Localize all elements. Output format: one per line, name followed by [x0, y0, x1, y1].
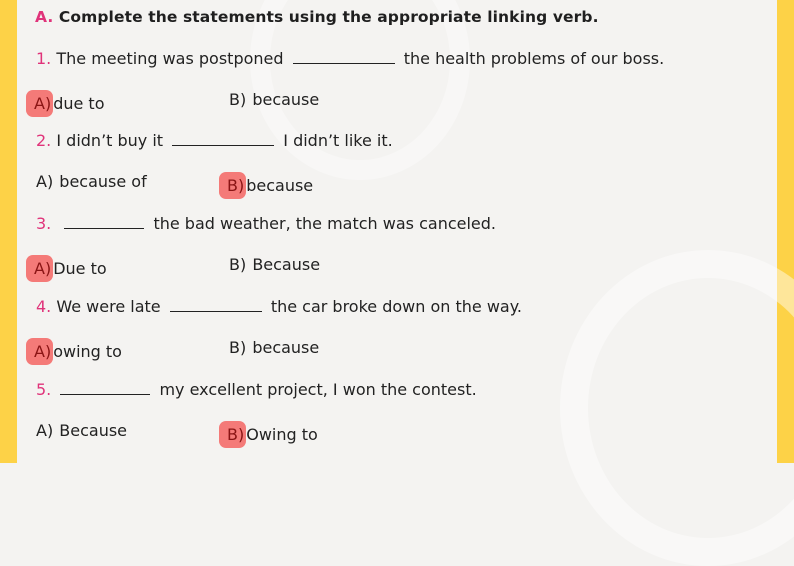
question-text-after: I didn’t like it. [283, 131, 393, 150]
question-text-before: The meeting was postponed [56, 49, 284, 68]
option-b[interactable] [228, 421, 318, 448]
option-mark: A) [36, 172, 54, 191]
option-b[interactable] [228, 90, 319, 109]
question-number: 1. [36, 49, 52, 68]
option-mark: A) [26, 338, 53, 365]
question-5 [36, 380, 477, 399]
option-mark: A) [26, 255, 53, 282]
question-text-after: the health problems of our boss. [403, 49, 665, 68]
exercise-heading [35, 8, 599, 26]
question-4 [36, 297, 522, 316]
question-text-before: We were late [56, 297, 161, 316]
option-text: because [252, 90, 320, 109]
option-a[interactable] [35, 421, 127, 440]
option-text: Due to [53, 259, 107, 278]
question-number: 2. [36, 131, 52, 150]
option-mark: B) [229, 338, 247, 357]
option-a[interactable] [35, 255, 107, 282]
question-text-after: the car broke down on the way. [270, 297, 522, 316]
question-number: 3. [36, 214, 52, 233]
option-mark: A) [36, 421, 54, 440]
answer-blank[interactable] [170, 297, 262, 312]
question-1 [36, 49, 664, 68]
option-text: because of [59, 172, 147, 191]
question-number: 5. [36, 380, 52, 399]
question-text-after: my excellent project, I won the contest. [159, 380, 477, 399]
option-a[interactable] [35, 90, 104, 117]
option-text: because [252, 338, 320, 357]
option-text: Because [59, 421, 128, 440]
left-accent-bar [0, 0, 17, 463]
answer-blank[interactable] [60, 380, 150, 395]
option-b[interactable] [228, 338, 319, 357]
section-letter: A. [35, 8, 54, 26]
option-b[interactable] [228, 172, 313, 199]
option-text: due to [53, 94, 105, 113]
option-a[interactable] [35, 338, 122, 365]
question-2 [36, 131, 393, 150]
option-mark: A) [26, 90, 53, 117]
answer-blank[interactable] [64, 214, 144, 229]
option-text: Owing to [246, 425, 318, 444]
question-text-after: the bad weather, the match was canceled. [153, 214, 496, 233]
option-text: Because [252, 255, 321, 274]
option-text: owing to [53, 342, 122, 361]
option-text: because [246, 176, 314, 195]
question-3 [36, 214, 496, 233]
option-mark: B) [229, 255, 247, 274]
instruction-text: Complete the statements using the appropriate linking verb. [58, 8, 599, 26]
answer-blank[interactable] [172, 131, 274, 146]
answer-blank[interactable] [293, 49, 395, 64]
option-mark: B) [219, 172, 246, 199]
question-number: 4. [36, 297, 52, 316]
option-a[interactable] [35, 172, 147, 191]
option-mark: B) [219, 421, 246, 448]
option-mark: B) [229, 90, 247, 109]
question-text-before: I didn’t buy it [56, 131, 164, 150]
option-b[interactable] [228, 255, 320, 274]
background-decoration [560, 250, 794, 566]
